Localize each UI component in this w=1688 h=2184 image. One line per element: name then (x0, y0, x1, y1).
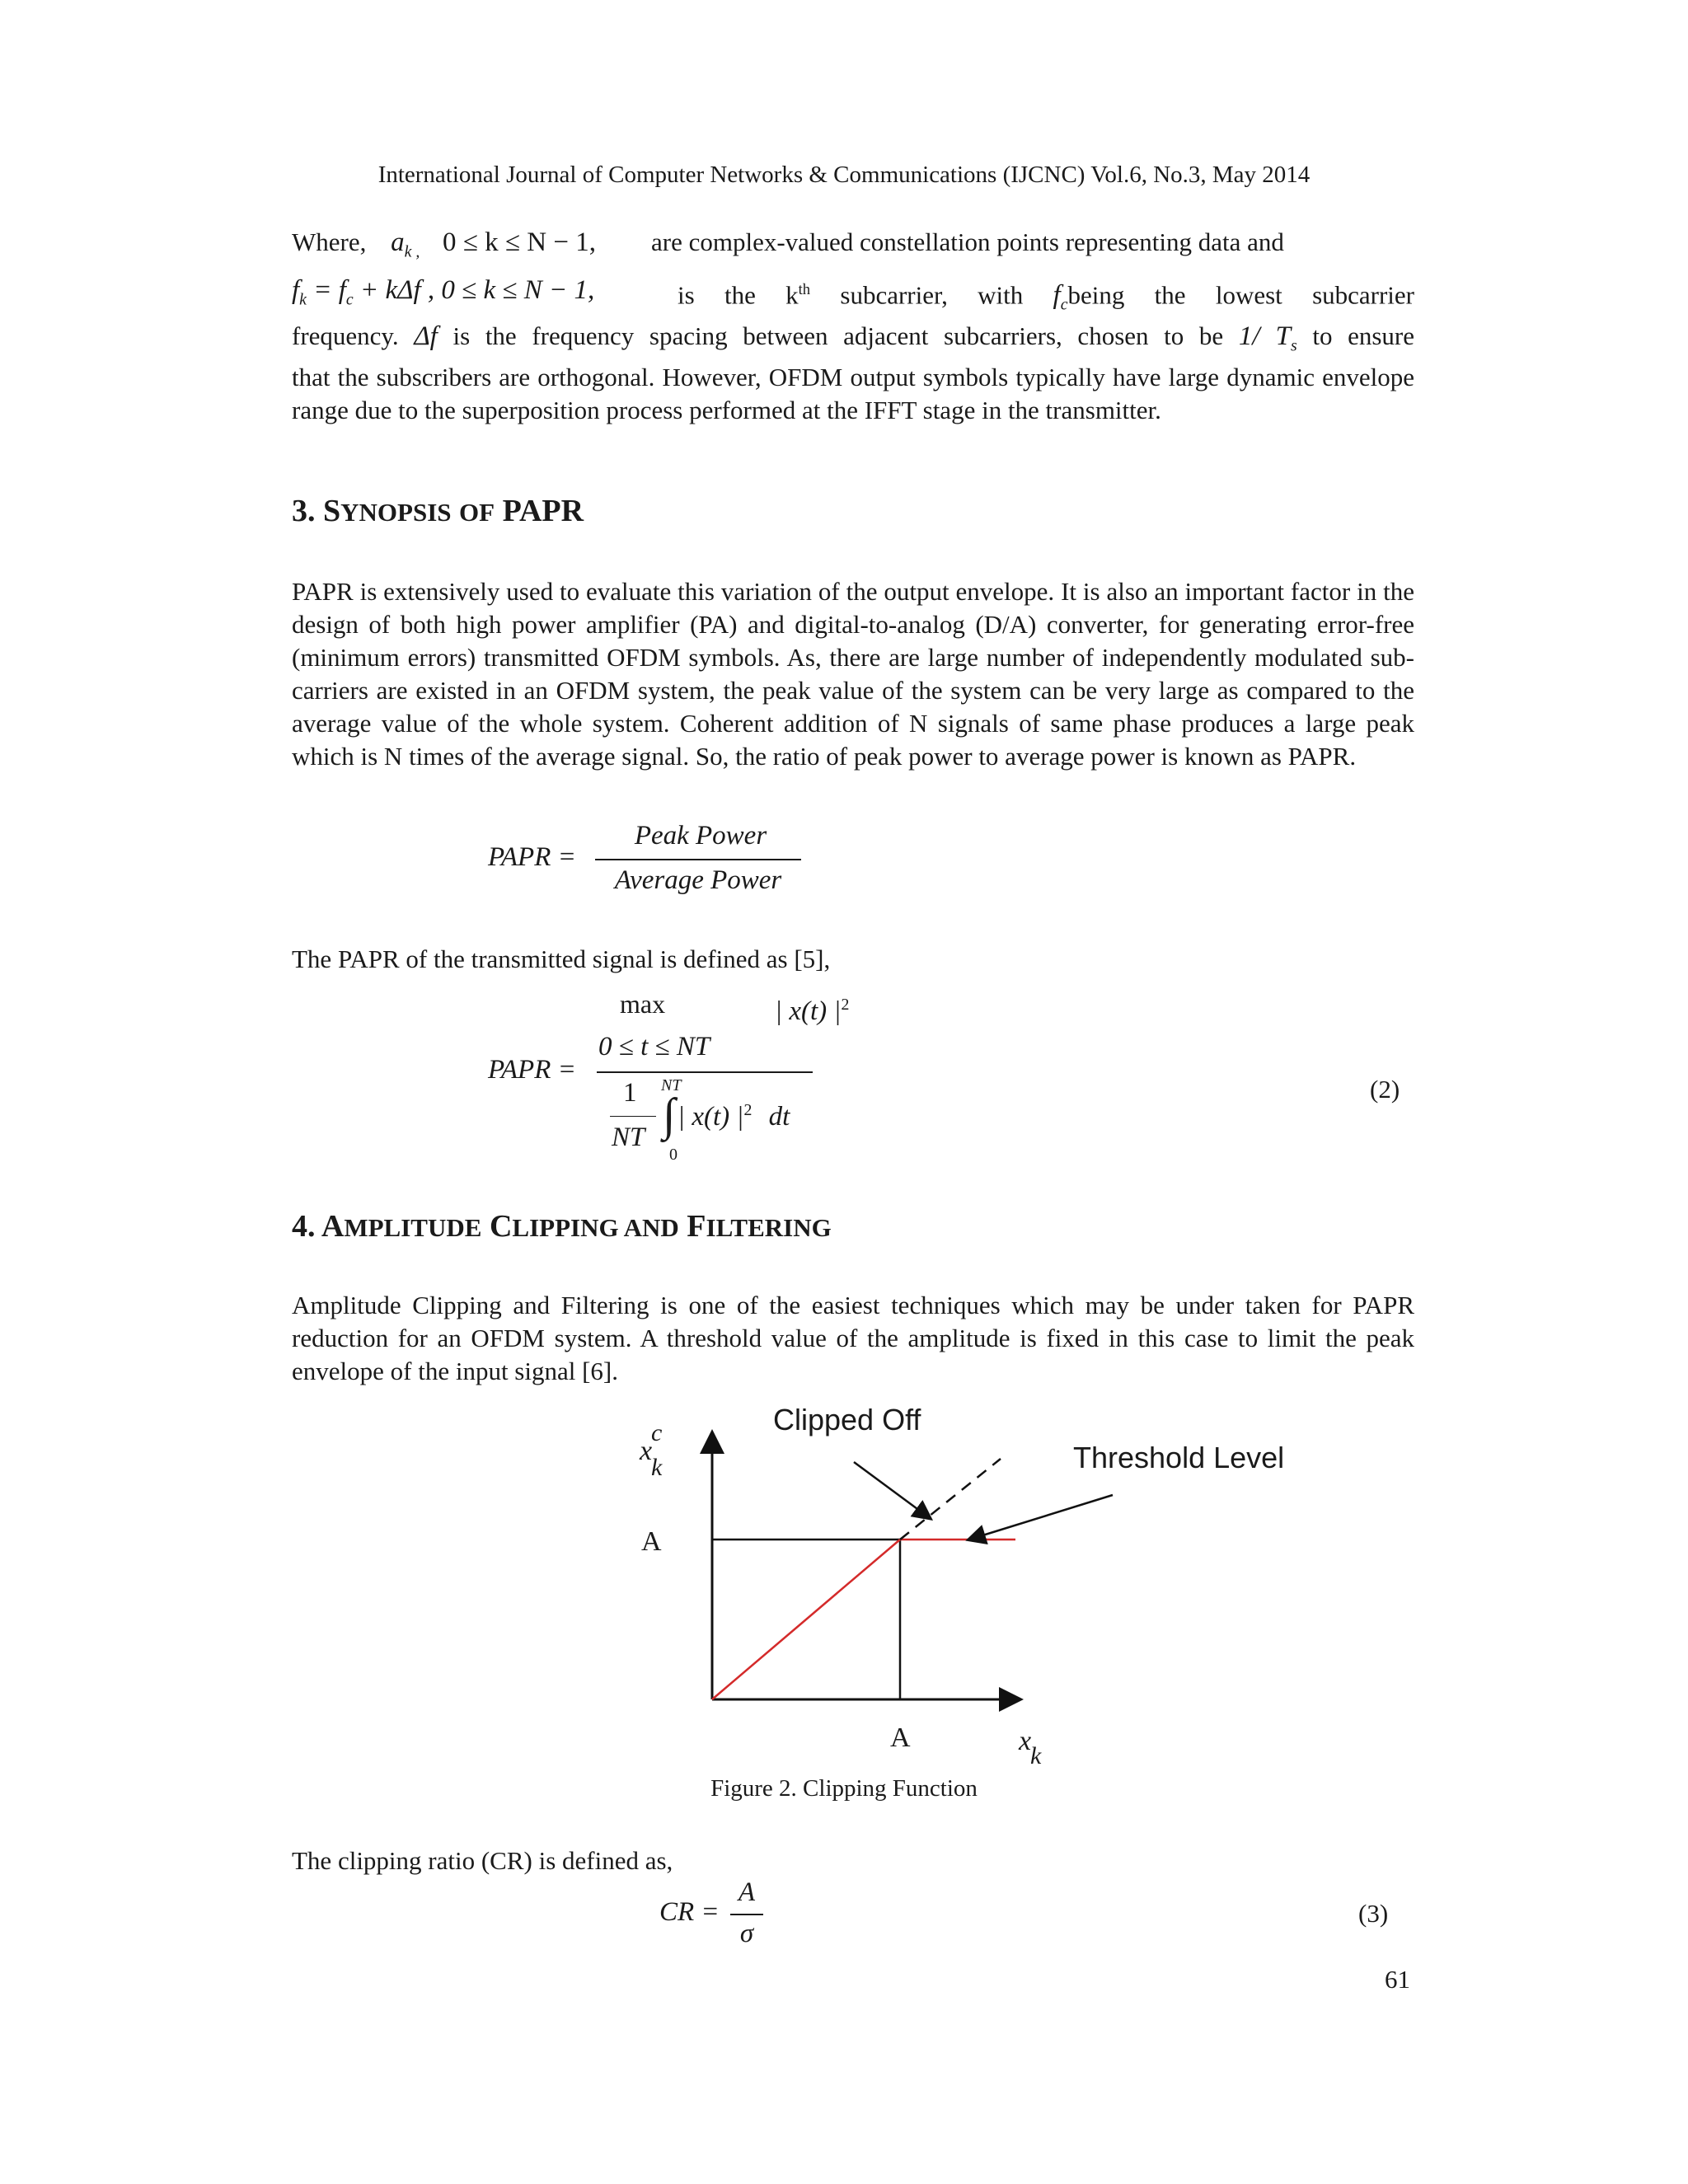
lowest-subcarrier: being the lowest subcarrier (1067, 280, 1414, 310)
eq-fc: = f (313, 275, 346, 305)
spacing-text: is the frequency spacing between adjacent subcarriers, chosen to be (452, 321, 1224, 350)
cr-denominator: σ (739, 1919, 754, 1948)
section-4-t1: A (321, 1209, 345, 1244)
x-axis-label-sub: k (1030, 1742, 1042, 1769)
eq1-denominator: Average Power (614, 865, 782, 895)
eq2-nt: NT (612, 1122, 645, 1152)
k-range: 0 ≤ k ≤ N − 1, (443, 227, 596, 257)
eq2-max: max (620, 989, 666, 1019)
eq2-integrand-sq: 2 (743, 1101, 753, 1119)
cr-fraction-bar (730, 1914, 763, 1915)
where-word: Where, (292, 227, 367, 256)
y-tick-a: A (641, 1526, 662, 1557)
y-axis-label-sub: k (651, 1454, 663, 1481)
eq2-number: (2) (1370, 1075, 1400, 1104)
subcarrier-with: subcarrier, with (840, 280, 1024, 310)
section-4-number: 4. (292, 1209, 316, 1244)
eq2-abs: | x(t) | (775, 996, 842, 1026)
ts-sub: s (1290, 336, 1297, 355)
section-4-paragraph: Amplitude Clipping and Filtering is one of the easiest techniques which may be under taken for PAPR reduction for an OFDM system. A threshold value of the amplitude is fixed in this case to limit the peak envelope of the input signal [6]. (292, 1291, 1414, 1385)
eq2-upper-limit: NT (661, 1076, 682, 1094)
eq2-integral-sign: ∫ (663, 1090, 676, 1141)
linear-region-line (712, 1540, 900, 1699)
intro-line-1-text: are complex-valued constellation points representing data and (651, 227, 1284, 256)
eq-rest: + kΔf , 0 ≤ k ≤ N − 1, (359, 275, 595, 305)
section-3-title-papr: PAPR (502, 494, 584, 528)
section-3-title-s: S (323, 494, 341, 528)
page-number: 61 (1385, 1965, 1410, 1994)
eq2-lhs: PAPR = (488, 1055, 576, 1085)
eq2-lower-limit: 0 (669, 1146, 678, 1164)
eq2-dt: dt (768, 1102, 790, 1132)
eq2-integrand-abs: | x(t) | (678, 1102, 744, 1132)
section-4-t3: C (489, 1209, 513, 1244)
x-axis-label-x: x (1019, 1726, 1032, 1756)
threshold-arrow (969, 1495, 1113, 1540)
section-4-t5: F (687, 1209, 706, 1244)
eq3-number: (3) (1358, 1899, 1389, 1928)
f-symbol: f (292, 275, 300, 305)
a-symbol: a (391, 227, 405, 257)
eq2-sq: 2 (841, 996, 850, 1014)
delta-f: Δf (414, 321, 438, 351)
section-4-t6: ILTERING (706, 1213, 832, 1242)
running-header: International Journal of Computer Networks & Communications (IJCNC) Vol.6, No.3, May 2014 (377, 162, 1311, 188)
threshold-level-label: Threshold Level (1073, 1441, 1285, 1474)
intro-paragraph-rest: that the subscribers are orthogonal. However, OFDM output symbols typically have large dynamic envelope range due to the superposition process performed at the IFFT stage in the transmitter. (292, 363, 1414, 424)
section-4-t4: LIPPING AND (512, 1213, 679, 1242)
fc-inline-sub: c (1060, 295, 1068, 314)
fc-f: f (1053, 280, 1061, 311)
section-4-t2: MPLITUDE (344, 1213, 482, 1242)
eq2-one: 1 (623, 1078, 637, 1108)
section-3-paragraph: PAPR is extensively used to evaluate this variation of the output envelope. It is also an important factor in the design of both high power amplifier (PA) and digital-to-analog (D/A) converter, for generating error-free (minimum errors) transmitted OFDM symbols. As, there are large number of independently modulated sub-carriers are existed in an OFDM system, the peak value of the system can be very large as compared to the average value of the whole system. Coherent addition of N signals of same phase produces a large peak which is N times of the average signal. So, the ratio of peak power to average power is known as PAPR. (292, 577, 1414, 771)
papr-defined-text: The PAPR of the transmitted signal is defined as [5], (292, 944, 831, 973)
section-3-title-of: OF (459, 498, 495, 527)
cr-defined-text: The clipping ratio (CR) is defined as, (292, 1846, 673, 1875)
th-sup: th (798, 281, 811, 298)
cr-numerator: A (738, 1877, 756, 1907)
y-axis-label-sup: c (651, 1419, 663, 1446)
is-the-k: is the k (678, 280, 799, 310)
clipped-off-dashed-line (900, 1459, 1001, 1540)
clipped-off-arrow (854, 1462, 930, 1518)
section-3-number: 3. (292, 494, 316, 528)
cr-lhs: CR = (659, 1897, 720, 1927)
y-axis-label-x: x (640, 1436, 653, 1466)
frequency-word: frequency. (292, 321, 399, 350)
to-ensure: to ensure (1312, 321, 1414, 350)
clipped-off-label: Clipped Off (773, 1403, 921, 1436)
ts-symbol: 1/ T (1238, 321, 1291, 351)
x-tick-a: A (890, 1722, 911, 1753)
fc-sub: c (345, 290, 354, 309)
fk-sub: k (299, 290, 307, 309)
eq1-numerator: Peak Power (634, 821, 767, 851)
eq2-range: 0 ≤ t ≤ NT (598, 1032, 710, 1062)
figure-caption: Figure 2. Clipping Function (710, 1775, 978, 1802)
section-3-title-ynopsis: YNOPSIS (340, 498, 452, 527)
a-sub: k , (404, 242, 420, 261)
eq1-lhs: PAPR = (488, 842, 576, 872)
